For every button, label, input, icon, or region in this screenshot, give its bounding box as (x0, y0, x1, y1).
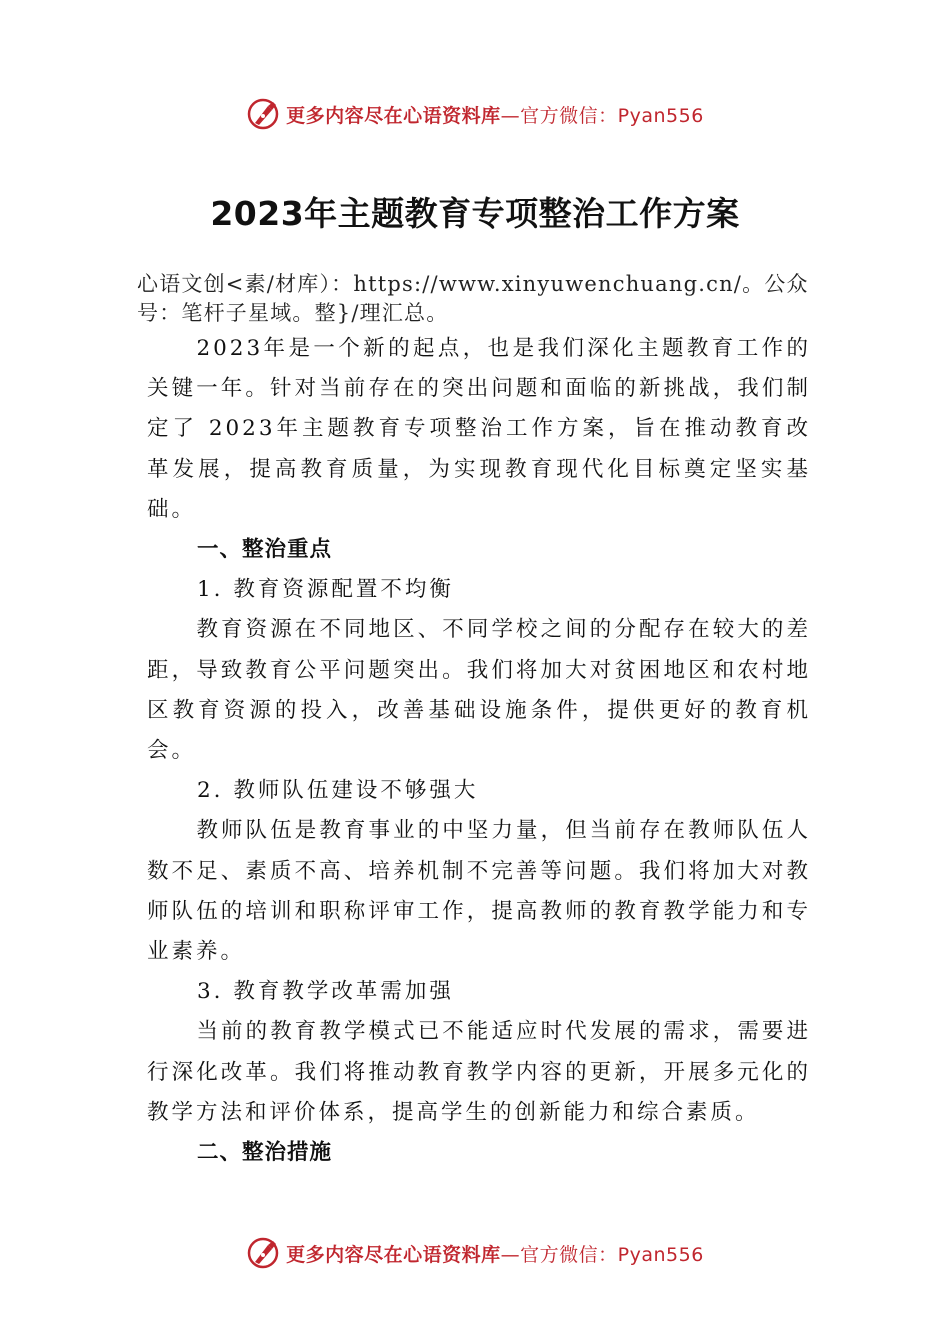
section-heading: 二、整治措施 (197, 1140, 333, 1166)
document-title: 2023年主题教育专项整治工作方案 (210, 194, 740, 233)
source-line: 心语文创<素/材库）：https://www.xinyuwenchuang.cn/。公众号：笔杆子星域。整}/理汇总。 (137, 272, 809, 325)
pen-nib-icon (246, 97, 280, 131)
watermark-text: 更多内容尽在心语资料库 (286, 1243, 501, 1266)
intro-paragraph: 2023年是一个新的起点，也是我们深化主题教育工作的关键一年。针对当前存在的突出问题和面临的新挑战，我们制定了 2023年主题教育专项整治工作方案，旨在推动教育改革发展，提高教育质量，为实现教育现代化目标奠定坚实基础。 (147, 336, 811, 522)
subsection-paragraph: 当前的教育教学模式已不能适应时代发展的需求，需要进行深化改革。我们将推动教育教学内容的更新，开展多元化的教学方法和评价体系，提高学生的创新能力和综合素质。 (147, 1019, 811, 1125)
watermark-wechat: —官方微信：Pyan556 (500, 104, 704, 127)
pen-nib-icon (246, 1236, 280, 1270)
watermark-text: 更多内容尽在心语资料库 (286, 104, 501, 127)
subsection-heading: 2. 教师队伍建设不够强大 (197, 778, 479, 804)
subsection-heading: 1. 教育资源配置不均衡 (197, 577, 454, 603)
watermark-banner-top (0, 94, 950, 134)
subsection-paragraph: 教育资源在不同地区、不同学校之间的分配存在较大的差距，导致教育公平问题突出。我们将加大对贫困地区和农村地区教育资源的投入，改善基础设施条件，提供更好的教育机会。 (147, 617, 811, 764)
subsection-paragraph: 教师队伍是教育事业的中坚力量，但当前存在教师队伍人数不足、素质不高、培养机制不完善等问题。我们将加大对教师队伍的培训和职称评审工作，提高教师的教育教学能力和专业素养。 (147, 818, 811, 965)
document-body (147, 329, 811, 1173)
section-heading: 一、整治重点 (197, 537, 333, 563)
subsection-heading: 3. 教育教学改革需加强 (197, 979, 454, 1005)
watermark-banner-bottom (0, 1233, 950, 1273)
watermark-wechat: —官方微信：Pyan556 (500, 1243, 704, 1266)
